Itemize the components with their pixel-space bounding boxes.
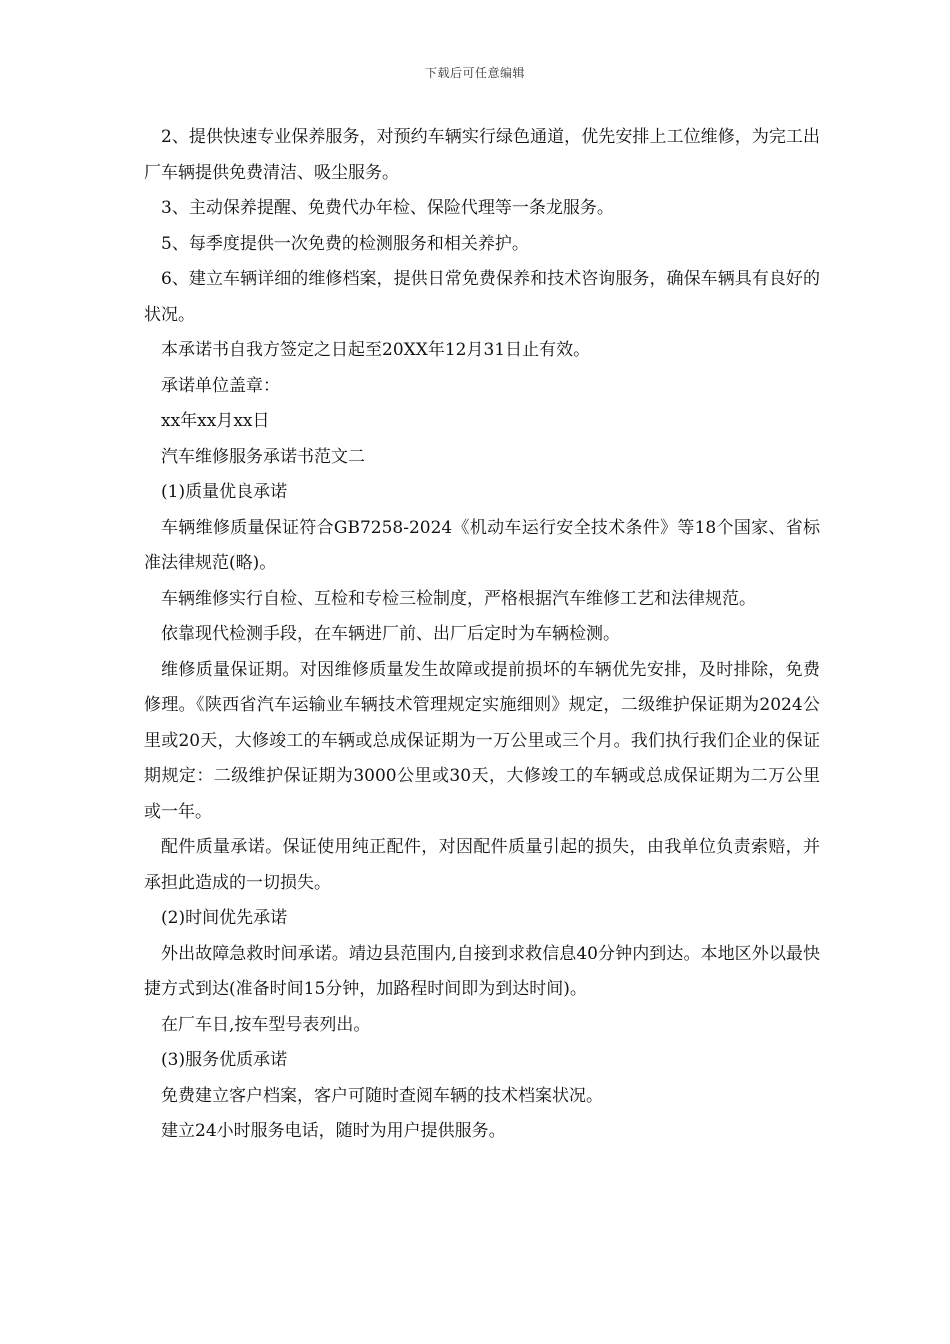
document-body (144, 120, 820, 1150)
paragraph-warranty: 维修质量保证期。对因维修质量发生故障或提前损坏的车辆优先安排，及时排除，免费修理。《陕西省汽车运输业车辆技术管理规定实施细则》规定，二级维护保证期为2024公里或20天，大修竣工的车辆或总成保证期为一万公里或三个月。我们执行我们企业的保证期规定：二级维护保证期为3000公里或30天，大修竣工的车辆或总成保证期为二万公里或一年。 (144, 659, 820, 822)
subheading-quality: (1)质量优良承诺 (161, 482, 288, 502)
section-title: 汽车维修服务承诺书范文二 (161, 446, 365, 467)
subheading-service: (3)服务优质承诺 (161, 1050, 288, 1070)
paragraph-quality-standard: 车辆维修质量保证符合GB7258-2024《机动车运行安全技术条件》等18个国家、省标准法律规范(略)。 (144, 517, 820, 573)
paragraph-emergency: 外出故障急救时间承诺。靖边县范围内,自接到求救信息40分钟内到达。本地区外以最快捷方式到达(准备时间15分钟，加路程时间即为到达时间)。 (144, 943, 820, 999)
paragraph-service-2: 2、提供快速专业保养服务，对预约车辆实行绿色通道，优先安排上工位维修，为完工出厂车辆提供免费清洁、吸尘服务。 (144, 127, 820, 183)
paragraph-validity: 本承诺书自我方签定之日起至20XX年12月31日止有效。 (161, 340, 591, 360)
paragraph-customer-records: 免费建立客户档案，客户可随时查阅车辆的技术档案状况。 (161, 1085, 603, 1106)
paragraph-seal: 承诺单位盖章： (161, 375, 280, 396)
paragraph-hotline: 建立24小时服务电话，随时为用户提供服务。 (161, 1121, 506, 1141)
paragraph-parts: 配件质量承诺。保证使用纯正配件，对因配件质量引起的损失，由我单位负责索赔，并承担此造成的一切损失。 (144, 837, 820, 893)
paragraph-in-shop: 在厂车日,按车型号表列出。 (161, 1014, 371, 1035)
paragraph-date: xx年xx月xx日 (161, 411, 270, 431)
paragraph-service-3: 3、主动保养提醒、免费代办年检、保险代理等一条龙服务。 (161, 198, 614, 218)
subheading-time: (2)时间优先承诺 (161, 908, 288, 928)
paragraph-service-6: 6、建立车辆详细的维修档案，提供日常免费保养和技术咨询服务，确保车辆具有良好的状况。 (144, 269, 820, 325)
paragraph-inspection: 车辆维修实行自检、互检和专检三检制度，严格根据汽车维修工艺和法律规范。 (161, 588, 756, 609)
paragraph-service-5: 5、每季度提供一次免费的检测服务和相关养护。 (161, 233, 529, 254)
page-header: 下载后可任意编辑 (424, 66, 525, 80)
paragraph-detection: 依靠现代检测手段，在车辆进厂前、出厂后定时为车辆检测。 (161, 624, 620, 644)
